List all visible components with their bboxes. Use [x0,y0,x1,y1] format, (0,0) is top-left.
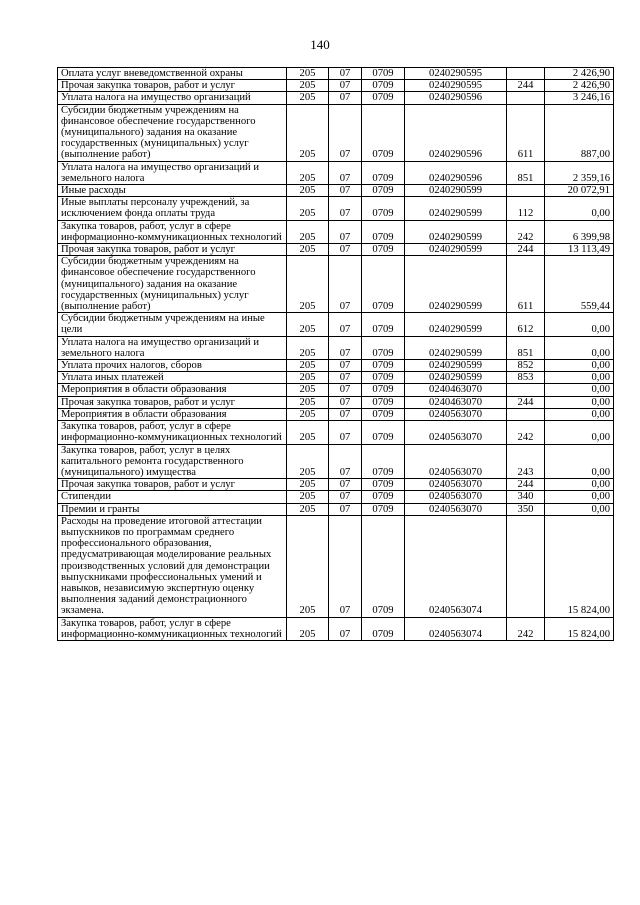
table-row [58,396,614,408]
table-row [58,372,614,384]
target-article-cell: 0240463070 [405,384,507,396]
section-code-cell: 07 [329,68,362,80]
section-code-cell: 07 [329,503,362,515]
department-code-cell: 205 [287,617,329,640]
department-code-cell: 205 [287,372,329,384]
target-article-cell: 0240290599 [405,336,507,359]
target-article-cell: 0240290599 [405,360,507,372]
section-code-cell: 07 [329,617,362,640]
amount-cell: 3 246,16 [545,92,614,104]
target-article-cell: 0240290599 [405,197,507,220]
department-code-cell: 205 [287,68,329,80]
section-code-cell: 07 [329,220,362,243]
amount-cell: 0,00 [545,372,614,384]
subsection-code-cell: 0709 [362,396,405,408]
expense-name-cell: Стипендии [58,491,287,503]
expense-name-cell: Уплата налога на имущество организаций и земельного налога [58,161,287,184]
expense-name-cell: Оплата услуг вневедомственной охраны [58,68,287,80]
expense-name-cell: Мероприятия в области образования [58,408,287,420]
section-code-cell: 07 [329,244,362,256]
department-code-cell: 205 [287,408,329,420]
amount-cell: 0,00 [545,491,614,503]
expense-name-cell: Закупка товаров, работ, услуг в сфере информационно-коммуникационных технологий [58,421,287,444]
table-row [58,68,614,80]
department-code-cell: 205 [287,185,329,197]
expense-type-cell [507,185,545,197]
expense-type-cell: 350 [507,503,545,515]
amount-cell: 0,00 [545,444,614,479]
subsection-code-cell: 0709 [362,384,405,396]
department-code-cell: 205 [287,384,329,396]
expense-name-cell: Закупка товаров, работ, услуг в целях капитального ремонта государственного (муниципального) имущества [58,444,287,479]
target-article-cell: 0240563074 [405,617,507,640]
target-article-cell: 0240290595 [405,80,507,92]
table-row [58,256,614,313]
subsection-code-cell: 0709 [362,220,405,243]
department-code-cell: 205 [287,161,329,184]
expense-type-cell [507,384,545,396]
department-code-cell: 205 [287,244,329,256]
department-code-cell: 205 [287,336,329,359]
section-code-cell: 07 [329,491,362,503]
expense-name-cell: Субсидии бюджетным учреждениям на иные цели [58,313,287,336]
target-article-cell: 0240563070 [405,444,507,479]
department-code-cell: 205 [287,92,329,104]
expense-type-cell: 243 [507,444,545,479]
section-code-cell: 07 [329,161,362,184]
table-row [58,92,614,104]
expense-type-cell: 242 [507,421,545,444]
expense-type-cell [507,408,545,420]
section-code-cell: 07 [329,104,362,161]
section-code-cell: 07 [329,256,362,313]
table-row [58,444,614,479]
expense-name-cell: Расходы на проведение итоговой аттестации выпускников по программам среднего профессионального образования, предусматривающая моделирование реальных производственных условий для демонстрации выпускниками профессиональных умений и навыков, независимую экспертную оценку выполнения заданий демонстрационного экзамена. [58,515,287,617]
target-article-cell: 0240290599 [405,372,507,384]
amount-cell: 559,44 [545,256,614,313]
amount-cell: 20 072,91 [545,185,614,197]
amount-cell: 2 359,16 [545,161,614,184]
table-row [58,220,614,243]
expense-name-cell: Прочая закупка товаров, работ и услуг [58,80,287,92]
expense-type-cell: 851 [507,336,545,359]
target-article-cell: 0240563070 [405,421,507,444]
table-row [58,336,614,359]
subsection-code-cell: 0709 [362,313,405,336]
amount-cell: 0,00 [545,197,614,220]
department-code-cell: 205 [287,197,329,220]
department-code-cell: 205 [287,360,329,372]
table-row [58,617,614,640]
amount-cell: 15 824,00 [545,515,614,617]
expense-name-cell: Субсидии бюджетным учреждениям на финансовое обеспечение государственного (муниципального) задания на оказание государственных (муниципальных) услуг (выполнение работ) [58,256,287,313]
department-code-cell: 205 [287,491,329,503]
section-code-cell: 07 [329,515,362,617]
target-article-cell: 0240290595 [405,68,507,80]
department-code-cell: 205 [287,479,329,491]
table-row [58,503,614,515]
page-number: 140 [310,37,330,52]
amount-cell: 2 426,90 [545,68,614,80]
department-code-cell: 205 [287,220,329,243]
amount-cell: 0,00 [545,421,614,444]
table-row [58,80,614,92]
subsection-code-cell: 0709 [362,185,405,197]
table-row [58,244,614,256]
section-code-cell: 07 [329,396,362,408]
expense-type-cell: 112 [507,197,545,220]
amount-cell: 15 824,00 [545,617,614,640]
table-row [58,185,614,197]
amount-cell: 0,00 [545,408,614,420]
subsection-code-cell: 0709 [362,80,405,92]
expense-type-cell: 242 [507,220,545,243]
expense-name-cell: Уплата прочих налогов, сборов [58,360,287,372]
section-code-cell: 07 [329,197,362,220]
expense-name-cell: Уплата налога на имущество организаций [58,92,287,104]
amount-cell: 0,00 [545,313,614,336]
section-code-cell: 07 [329,421,362,444]
expense-type-cell: 851 [507,161,545,184]
subsection-code-cell: 0709 [362,372,405,384]
expense-type-cell: 611 [507,104,545,161]
subsection-code-cell: 0709 [362,503,405,515]
target-article-cell: 0240563070 [405,491,507,503]
expense-name-cell: Мероприятия в области образования [58,384,287,396]
expense-type-cell: 612 [507,313,545,336]
target-article-cell: 0240290596 [405,92,507,104]
amount-cell: 0,00 [545,384,614,396]
table-row [58,197,614,220]
table-row [58,104,614,161]
expense-type-cell [507,68,545,80]
amount-cell: 0,00 [545,479,614,491]
section-code-cell: 07 [329,479,362,491]
subsection-code-cell: 0709 [362,444,405,479]
expense-type-cell: 611 [507,256,545,313]
target-article-cell: 0240563070 [405,479,507,491]
department-code-cell: 205 [287,444,329,479]
section-code-cell: 07 [329,336,362,359]
expense-name-cell: Уплата иных платежей [58,372,287,384]
subsection-code-cell: 0709 [362,68,405,80]
table-row [58,479,614,491]
target-article-cell: 0240290599 [405,256,507,313]
amount-cell: 0,00 [545,360,614,372]
department-code-cell: 205 [287,104,329,161]
amount-cell: 887,00 [545,104,614,161]
amount-cell: 0,00 [545,503,614,515]
table-body [58,68,614,641]
amount-cell: 0,00 [545,396,614,408]
subsection-code-cell: 0709 [362,421,405,444]
target-article-cell: 0240563070 [405,503,507,515]
department-code-cell: 205 [287,396,329,408]
section-code-cell: 07 [329,384,362,396]
amount-cell: 0,00 [545,336,614,359]
expense-name-cell: Премии и гранты [58,503,287,515]
table-row [58,161,614,184]
expense-type-cell: 244 [507,479,545,491]
amount-cell: 6 399,98 [545,220,614,243]
department-code-cell: 205 [287,80,329,92]
subsection-code-cell: 0709 [362,244,405,256]
target-article-cell: 0240563074 [405,515,507,617]
table-row [58,515,614,617]
section-code-cell: 07 [329,80,362,92]
subsection-code-cell: 0709 [362,256,405,313]
department-code-cell: 205 [287,503,329,515]
table-row [58,421,614,444]
target-article-cell: 0240290596 [405,161,507,184]
section-code-cell: 07 [329,313,362,336]
subsection-code-cell: 0709 [362,408,405,420]
section-code-cell: 07 [329,372,362,384]
subsection-code-cell: 0709 [362,617,405,640]
expense-type-cell [507,92,545,104]
department-code-cell: 205 [287,256,329,313]
subsection-code-cell: 0709 [362,92,405,104]
expense-type-cell [507,515,545,617]
table-row [58,313,614,336]
expense-name-cell: Прочая закупка товаров, работ и услуг [58,396,287,408]
department-code-cell: 205 [287,421,329,444]
target-article-cell: 0240290599 [405,244,507,256]
subsection-code-cell: 0709 [362,491,405,503]
expense-type-cell: 340 [507,491,545,503]
expense-type-cell: 242 [507,617,545,640]
subsection-code-cell: 0709 [362,479,405,491]
target-article-cell: 0240290599 [405,220,507,243]
target-article-cell: 0240463070 [405,396,507,408]
budget-table [57,67,614,641]
subsection-code-cell: 0709 [362,336,405,359]
expense-name-cell: Прочая закупка товаров, работ и услуг [58,244,287,256]
amount-cell: 13 113,49 [545,244,614,256]
table-row [58,384,614,396]
expense-type-cell: 852 [507,360,545,372]
expense-name-cell: Закупка товаров, работ, услуг в сфере информационно-коммуникационных технологий [58,220,287,243]
section-code-cell: 07 [329,185,362,197]
amount-cell: 2 426,90 [545,80,614,92]
subsection-code-cell: 0709 [362,104,405,161]
table-row [58,491,614,503]
expense-name-cell: Прочая закупка товаров, работ и услуг [58,479,287,491]
subsection-code-cell: 0709 [362,515,405,617]
expense-name-cell: Закупка товаров, работ, услуг в сфере информационно-коммуникационных технологий [58,617,287,640]
expense-name-cell: Уплата налога на имущество организаций и земельного налога [58,336,287,359]
target-article-cell: 0240563070 [405,408,507,420]
subsection-code-cell: 0709 [362,360,405,372]
section-code-cell: 07 [329,360,362,372]
target-article-cell: 0240290599 [405,185,507,197]
section-code-cell: 07 [329,444,362,479]
table-row [58,408,614,420]
department-code-cell: 205 [287,313,329,336]
subsection-code-cell: 0709 [362,161,405,184]
section-code-cell: 07 [329,408,362,420]
department-code-cell: 205 [287,515,329,617]
expense-name-cell: Субсидии бюджетным учреждениям на финансовое обеспечение государственного (муниципального) задания на оказание государственных (муниципальных) услуг (выполнение работ) [58,104,287,161]
expense-name-cell: Иные выплаты персоналу учреждений, за исключением фонда оплаты труда [58,197,287,220]
expense-type-cell: 244 [507,396,545,408]
expense-type-cell: 244 [507,244,545,256]
section-code-cell: 07 [329,92,362,104]
expense-type-cell: 853 [507,372,545,384]
target-article-cell: 0240290599 [405,313,507,336]
expense-name-cell: Иные расходы [58,185,287,197]
subsection-code-cell: 0709 [362,197,405,220]
table-row [58,360,614,372]
target-article-cell: 0240290596 [405,104,507,161]
expense-type-cell: 244 [507,80,545,92]
